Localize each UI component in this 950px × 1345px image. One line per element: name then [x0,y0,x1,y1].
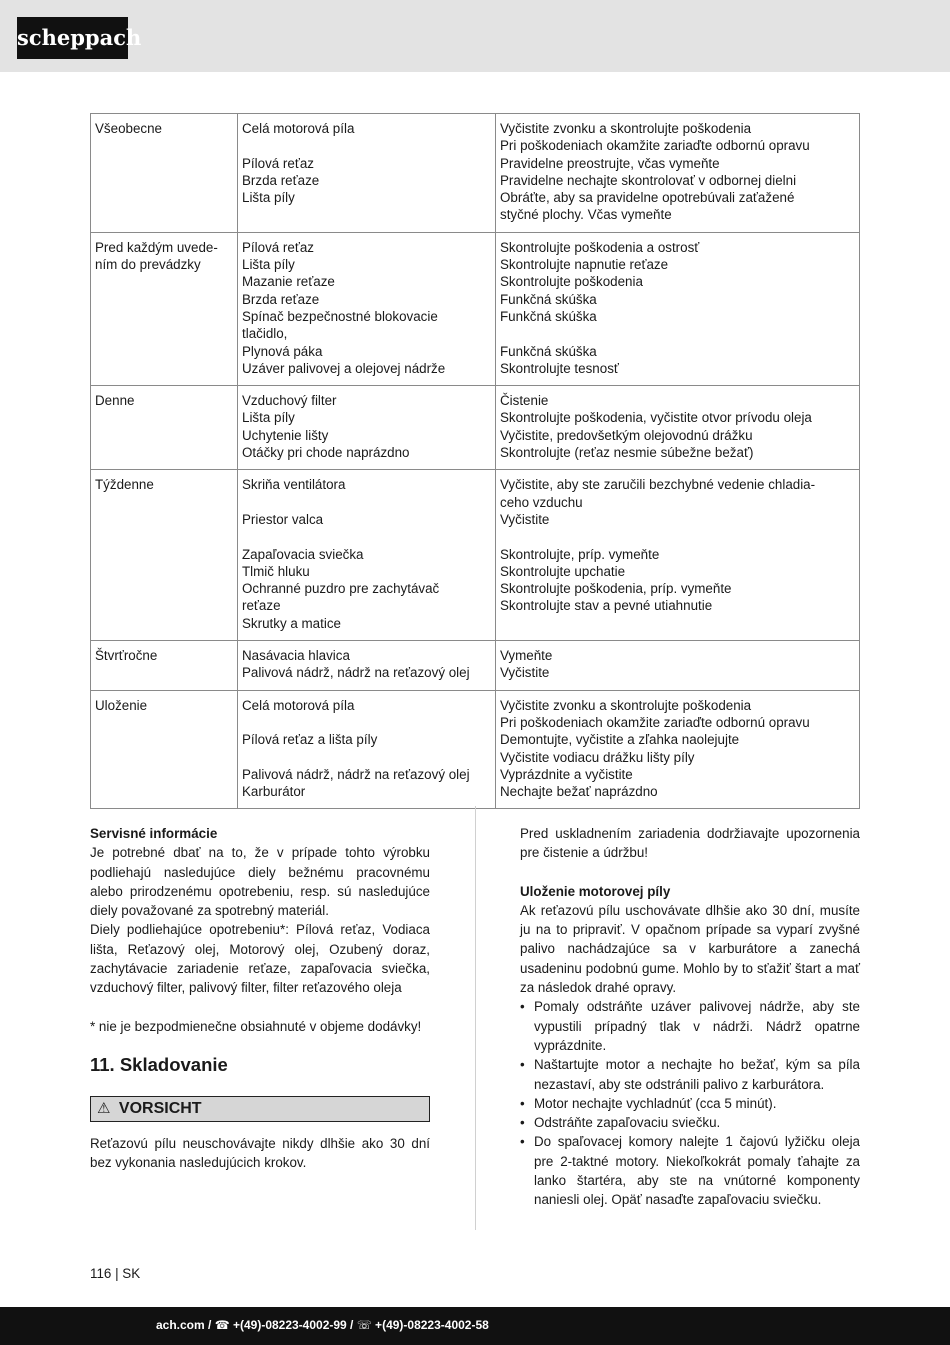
cell-line: Demontujte, vyčistite a zľahka naolejujte [500,732,740,748]
cell-line: Skontrolujte poškodenia, vyčistite otvor prívodu oleja [500,410,812,426]
bullet-icon: • [520,1115,525,1131]
cell-line: Vyčistite, aby ste zaručili bezchybné vedenie chladia- [500,477,816,493]
cell-line: Vyčistite vodiacu drážku lišty píly [500,749,695,765]
table-row [91,470,860,641]
parts-cell [238,386,496,470]
cell-line: Lišta píly [242,190,295,206]
cell-line: Vyčistite zvonku a skontrolujte poškodenia [500,121,752,136]
service-paragraph: Je potrebné dbať na to, že v prípade tohto výrobku podliehajú nasledujúce diely bežnému pracovnému alebo prirodzenému opotrebeniu, resp. sú nasledujúce diely považované za spotrebný materiál. [90,845,430,919]
footer-bar [0,1307,950,1345]
cell-line: Plynová páka [242,343,323,359]
parts-cell [238,470,496,641]
cell-line: Tlmič hluku [242,563,310,579]
cell-line [242,714,491,731]
storage-heading: Uloženie motorovej píly [520,883,671,899]
cell-line: Týždenne [95,477,154,493]
wear-parts-paragraph: Diely podliehajúce opotrebeniu*: Pílová reťaz, Vodiaca lišta, Reťazový olej, Motorový olej, Ozubený doraz, zachytávacie zariadenie reťaze, zapaľovacia sviečka, vzduchový filter, palivový filter, filter reťazového oleja [90,922,430,996]
scheppach-logo: scheppach [17,17,128,59]
cell-line: Brzda reťaze [242,172,320,188]
cell-line: Skriňa ventilátora [242,477,346,493]
cell-line: Vyčistite, predovšetkým olejovodnú drážku [500,427,753,443]
cell-line: Mazanie reťaze [242,274,335,290]
cell-line: Ochranné puzdro pre zachytávač [242,581,440,597]
cell-line: Nechajte bežať naprázdno [500,784,658,800]
cell-line: Skontrolujte, príp. vymeňte [500,546,660,562]
list-item: • Pomaly odstráňte uzáver palivovej nádrže, aby ste vypustili prípadný tlak v nádrži. Nádrž opatrne vyprázdnite. [520,999,860,1053]
cell-line: Denne [95,393,135,409]
actions-cell [496,232,860,385]
cell-line: Otáčky pri chode naprázdno [242,445,410,461]
service-heading: Servisné informácie [90,826,218,841]
cell-line: ceho vzduchu [500,494,583,510]
right-column [520,824,860,1210]
cell-line: Funkčná skúška [500,343,597,359]
list-item: • Odstráňte zapaľovaciu sviečku. [520,1113,860,1132]
interval-cell [91,232,238,385]
cell-line: Vyprázdnite a vyčistite [500,766,633,782]
cell-line: Spínač bezpečnostné blokovacie [242,308,438,324]
cell-line: Palivová nádrž, nádrž na reťazový olej [242,766,470,782]
page-number: 116 | SK [90,1266,141,1281]
list-item: • Naštartujte motor a nechajte ho bežať, kým sa píla nezastaví, aby ste odstránili palivo z karburátora. [520,1057,860,1092]
actions-cell [496,386,860,470]
cell-line: Pri poškodeniach okamžite zariaďte odbornú opravu [500,714,810,730]
cell-line: Pravidelne nechajte skontrolovať v odbornej dielni [500,172,797,188]
parts-cell [238,641,496,691]
cell-line: Celá motorová píla [242,697,355,713]
cell-line: Nasávacia hlavica [242,648,350,664]
cell-line [500,325,855,342]
cell-line: Brzda reťaze [242,291,320,307]
cell-line: Štvrťročne [95,648,158,664]
cell-line: Skontrolujte poškodenia a ostrosť [500,239,700,255]
cell-line: Funkčná skúška [500,308,597,324]
table-row [91,386,860,470]
cell-line [500,528,855,545]
cell-line: Skontrolujte poškodenia, príp. vymeňte [500,581,732,597]
section-title: 11. Skladovanie [90,1053,228,1075]
cell-line: Uzáver palivovej a olejovej nádrže [242,360,446,376]
cell-line: Celá motorová píla [242,121,355,136]
cell-line: Skontrolujte napnutie reťaze [500,257,669,273]
cell-line: Uloženie [95,697,148,713]
cell-line: Vyčistite [500,665,550,681]
cell-line: styčné plochy. Včas vymeňte [500,207,672,223]
bullet-icon: • [520,1057,525,1073]
cell-line: Skontrolujte upchatie [500,563,626,579]
cell-line: Pri poškodeniach okamžite zariaďte odbornú opravu [500,138,810,154]
interval-cell [91,114,238,233]
cell-line: tlačidlo, [242,326,288,342]
actions-cell [496,114,860,233]
cell-line: Vymeňte [500,648,553,664]
cell-line: Pílová reťaz [242,239,315,255]
cell-line: Skrutky a matice [242,615,341,631]
storage-intro: Pred uskladnením zariadenia dodržiavajte upozornenia pre čistenie a údržbu! [520,826,860,861]
cell-line: Skontrolujte tesnosť [500,360,619,376]
interval-cell [91,470,238,641]
column-divider [475,806,476,1230]
cell-line: Skontrolujte stav a pevné utiahnutie [500,598,713,614]
cell-line: Pílová reťaz a lišta píly [242,732,378,748]
cell-line: Vyčistite [500,511,550,527]
cell-line: Palivová nádrž, nádrž na reťazový olej [242,665,470,681]
warning-triangle-icon: ⚠ [97,1099,111,1117]
cell-line [242,528,491,545]
cell-line: Všeobecne [95,121,163,136]
footnote: * nie je bezpodmienečne obsiahnuté v objeme dodávky! [90,1018,422,1034]
caution-text: Reťazovú pílu neuschovávajte nikdy dlhšie ako 30 dní bez vykonania nasledujúcich krokov. [90,1135,430,1171]
table-row [91,641,860,691]
list-item: • Do spaľovacej komory nalejte 1 čajovú lyžičku oleja pre 2-taktné motory. Niekoľkokrát pomaly ťahajte za lanko štartéra, aby ste na vnútorné komponenty naniesli olej. Opäť nasaďte zapaľovaciu sviečku. [520,1134,860,1208]
table-row [91,232,860,385]
caution-label: VORSICHT [118,1099,202,1117]
bullet-icon: • [520,1134,525,1150]
actions-cell [496,470,860,641]
cell-line: Skontrolujte (reťaz nesmie súbežne bežať) [500,445,754,461]
list-item: • Motor nechajte vychladnúť (cca 5 minút). [520,1094,860,1113]
parts-cell [238,114,496,233]
cell-line: Vyčistite zvonku a skontrolujte poškodenia [500,697,752,713]
cell-line: Funkčná skúška [500,291,597,307]
header-band [0,0,950,72]
cell-line: Pílová reťaz [242,155,315,171]
parts-cell [238,690,496,809]
actions-cell [496,690,860,809]
cell-line: Priestor valca [242,511,324,527]
cell-line: ním do prevádzky [95,257,201,273]
cell-line [242,494,491,511]
parts-cell [238,232,496,385]
footer-contact-text: ach.com / ☎ +(49)-08223-4002-99 / ☏ +(49)-08223-4002-58 [156,1318,489,1332]
bullet-icon: • [520,999,525,1015]
cell-line: Skontrolujte poškodenia [500,274,643,290]
cell-line: Uchytenie lišty [242,427,329,443]
cell-line: Pred každým uvede- [95,239,218,255]
cell-line: Lišta píly [242,410,295,426]
cell-line: Lišta píly [242,257,295,273]
cell-line [242,137,491,154]
storage-paragraph: Ak reťazovú pílu uschovávate dlhšie ako 30 dní, musíte ju na to pripraviť. V opačnom prípade sa vyparí zvyšné palivo nachádzajúce sa v karburátore a zanechá usadeninu podobnú gume. Mohlo by to sťažiť štart a mať za následok drahé opravy. [520,902,860,996]
interval-cell [91,386,238,470]
cell-line: Vzduchový filter [242,393,337,409]
cell-line: Zapaľovacia sviečka [242,546,364,562]
cell-line: reťaze [242,598,281,614]
table-row [91,114,860,233]
cell-line: Karburátor [242,784,306,800]
actions-cell [496,641,860,691]
interval-cell [91,690,238,809]
table-row [91,690,860,809]
left-column [90,824,430,1173]
cell-line [242,749,491,766]
maintenance-table [90,113,860,809]
interval-cell [91,641,238,691]
storage-steps-list [520,997,860,1209]
cell-line: Čistenie [500,393,549,409]
cell-line: Pravidelne preostrujte, včas vymeňte [500,155,720,171]
bullet-icon: • [520,1095,525,1111]
caution-box [90,1096,430,1122]
cell-line: Obráťte, aby sa pravidelne opotrebúvali zaťažené [500,190,795,206]
